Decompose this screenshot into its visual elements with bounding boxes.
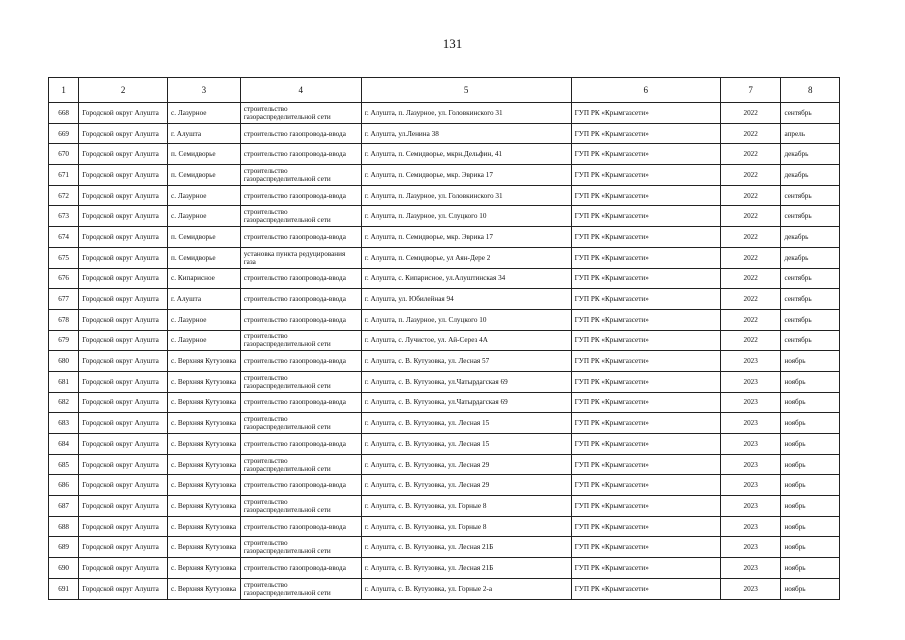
column-header: 1 xyxy=(49,78,79,103)
work-type-cell: строительство газопровода-ввода xyxy=(240,309,361,330)
organization-cell: ГУП РК «Крымгазсети» xyxy=(571,351,720,372)
row-number-cell: 685 xyxy=(49,454,79,475)
month-cell: ноябрь xyxy=(781,454,840,475)
work-type-cell: строительство газопровода-ввода xyxy=(240,227,361,248)
month-cell: ноябрь xyxy=(781,578,840,599)
settlement-cell: г. Алушта xyxy=(168,123,241,144)
work-type-cell: строительство газопровода-ввода xyxy=(240,392,361,413)
address-cell: г. Алушта, п. Лазурное, ул. Головкинского 31 xyxy=(361,185,571,206)
table-row xyxy=(49,558,840,579)
column-header: 8 xyxy=(781,78,840,103)
month-cell: ноябрь xyxy=(781,475,840,496)
row-number-cell: 688 xyxy=(49,516,79,537)
row-number-cell: 669 xyxy=(49,123,79,144)
organization-cell: ГУП РК «Крымгазсети» xyxy=(571,289,720,310)
table-row xyxy=(49,516,840,537)
row-number-cell: 676 xyxy=(49,268,79,289)
year-cell: 2022 xyxy=(720,123,781,144)
row-number-cell: 675 xyxy=(49,247,79,268)
work-type-cell: строительство газораспределительной сети xyxy=(240,103,361,124)
work-type-cell: строительство газораспределительной сети xyxy=(240,371,361,392)
month-cell: сентябрь xyxy=(781,206,840,227)
work-type-cell: строительство газораспределительной сети xyxy=(240,537,361,558)
table-row xyxy=(49,227,840,248)
settlement-cell: с. Верхняя Кутузовка xyxy=(168,371,241,392)
row-number-cell: 681 xyxy=(49,371,79,392)
address-cell: г. Алушта, п. Семидворье, мкр. Эврика 17 xyxy=(361,165,571,186)
work-type-cell: строительство газопровода-ввода xyxy=(240,289,361,310)
row-number-cell: 671 xyxy=(49,165,79,186)
organization-cell: ГУП РК «Крымгазсети» xyxy=(571,330,720,351)
district-cell: Городской округ Алушта xyxy=(79,454,168,475)
settlement-cell: с. Верхняя Кутузовка xyxy=(168,475,241,496)
work-type-cell: строительство газопровода-ввода xyxy=(240,434,361,455)
organization-cell: ГУП РК «Крымгазсети» xyxy=(571,268,720,289)
row-number-cell: 673 xyxy=(49,206,79,227)
organization-cell: ГУП РК «Крымгазсети» xyxy=(571,144,720,165)
month-cell: сентябрь xyxy=(781,309,840,330)
organization-cell: ГУП РК «Крымгазсети» xyxy=(571,206,720,227)
month-cell: ноябрь xyxy=(781,413,840,434)
table-row xyxy=(49,247,840,268)
work-type-cell: строительство газораспределительной сети xyxy=(240,496,361,517)
organization-cell: ГУП РК «Крымгазсети» xyxy=(571,371,720,392)
settlement-cell: с. Лазурное xyxy=(168,206,241,227)
gas-works-table xyxy=(48,77,840,600)
address-cell: г. Алушта, п. Семидворье, мкрн.Дельфин, 41 xyxy=(361,144,571,165)
district-cell: Городской округ Алушта xyxy=(79,496,168,517)
work-type-cell: строительство газопровода-ввода xyxy=(240,123,361,144)
organization-cell: ГУП РК «Крымгазсети» xyxy=(571,434,720,455)
column-header: 6 xyxy=(571,78,720,103)
year-cell: 2023 xyxy=(720,434,781,455)
year-cell: 2022 xyxy=(720,330,781,351)
row-number-cell: 689 xyxy=(49,537,79,558)
table-row xyxy=(49,475,840,496)
row-number-cell: 690 xyxy=(49,558,79,579)
table-row xyxy=(49,413,840,434)
column-header: 5 xyxy=(361,78,571,103)
row-number-cell: 674 xyxy=(49,227,79,248)
table-row xyxy=(49,144,840,165)
year-cell: 2022 xyxy=(720,144,781,165)
column-header: 7 xyxy=(720,78,781,103)
address-cell: г. Алушта, с. В. Кутузовка, ул. Горные 2-а xyxy=(361,578,571,599)
district-cell: Городской округ Алушта xyxy=(79,206,168,227)
address-cell: г. Алушта, п. Лазурное, ул. Слуцкого 10 xyxy=(361,309,571,330)
settlement-cell: с. Лазурное xyxy=(168,330,241,351)
month-cell: ноябрь xyxy=(781,537,840,558)
year-cell: 2022 xyxy=(720,309,781,330)
organization-cell: ГУП РК «Крымгазсети» xyxy=(571,496,720,517)
address-cell: г. Алушта, с. Лучистое, ул. Ай-Серез 4А xyxy=(361,330,571,351)
year-cell: 2022 xyxy=(720,247,781,268)
address-cell: г. Алушта, с. В. Кутузовка, ул. Горные 8 xyxy=(361,516,571,537)
address-cell: г. Алушта, с. В. Кутузовка, ул. Лесная 15 xyxy=(361,434,571,455)
work-type-cell: установка пункта редуцирования газа xyxy=(240,247,361,268)
district-cell: Городской округ Алушта xyxy=(79,371,168,392)
settlement-cell: с. Лазурное xyxy=(168,185,241,206)
table-row xyxy=(49,206,840,227)
table-row xyxy=(49,578,840,599)
organization-cell: ГУП РК «Крымгазсети» xyxy=(571,103,720,124)
address-cell: г. Алушта, с. В. Кутузовка, ул. Горные 8 xyxy=(361,496,571,517)
settlement-cell: г. Алушта xyxy=(168,289,241,310)
row-number-cell: 677 xyxy=(49,289,79,310)
table-row xyxy=(49,454,840,475)
organization-cell: ГУП РК «Крымгазсети» xyxy=(571,454,720,475)
organization-cell: ГУП РК «Крымгазсети» xyxy=(571,392,720,413)
organization-cell: ГУП РК «Крымгазсети» xyxy=(571,247,720,268)
table-row xyxy=(49,103,840,124)
table-row xyxy=(49,165,840,186)
year-cell: 2022 xyxy=(720,206,781,227)
month-cell: апрель xyxy=(781,123,840,144)
settlement-cell: с. Верхняя Кутузовка xyxy=(168,351,241,372)
table-row xyxy=(49,371,840,392)
address-cell: г. Алушта, п. Лазурное, ул. Головкинского 31 xyxy=(361,103,571,124)
table-row xyxy=(49,268,840,289)
header-row xyxy=(49,78,840,103)
year-cell: 2023 xyxy=(720,392,781,413)
work-type-cell: строительство газораспределительной сети xyxy=(240,413,361,434)
table-body xyxy=(49,103,840,600)
year-cell: 2022 xyxy=(720,103,781,124)
settlement-cell: с. Кипарисное xyxy=(168,268,241,289)
work-type-cell: строительство газопровода-ввода xyxy=(240,516,361,537)
month-cell: декабрь xyxy=(781,227,840,248)
organization-cell: ГУП РК «Крымгазсети» xyxy=(571,516,720,537)
work-type-cell: строительство газопровода-ввода xyxy=(240,268,361,289)
year-cell: 2022 xyxy=(720,227,781,248)
organization-cell: ГУП РК «Крымгазсети» xyxy=(571,537,720,558)
work-type-cell: строительство газораспределительной сети xyxy=(240,330,361,351)
settlement-cell: с. Верхняя Кутузовка xyxy=(168,392,241,413)
organization-cell: ГУП РК «Крымгазсети» xyxy=(571,165,720,186)
district-cell: Городской округ Алушта xyxy=(79,330,168,351)
settlement-cell: с. Лазурное xyxy=(168,309,241,330)
address-cell: г. Алушта, с. В. Кутузовка, ул. Лесная 29 xyxy=(361,475,571,496)
month-cell: сентябрь xyxy=(781,185,840,206)
settlement-cell: п. Семидворье xyxy=(168,227,241,248)
year-cell: 2023 xyxy=(720,454,781,475)
district-cell: Городской округ Алушта xyxy=(79,185,168,206)
month-cell: сентябрь xyxy=(781,289,840,310)
settlement-cell: с. Верхняя Кутузовка xyxy=(168,578,241,599)
district-cell: Городской округ Алушта xyxy=(79,392,168,413)
row-number-cell: 682 xyxy=(49,392,79,413)
month-cell: сентябрь xyxy=(781,268,840,289)
district-cell: Городской округ Алушта xyxy=(79,227,168,248)
address-cell: г. Алушта, с. Кипарисное, ул.Алуштинская 34 xyxy=(361,268,571,289)
month-cell: ноябрь xyxy=(781,558,840,579)
district-cell: Городской округ Алушта xyxy=(79,144,168,165)
year-cell: 2022 xyxy=(720,165,781,186)
month-cell: сентябрь xyxy=(781,330,840,351)
settlement-cell: с. Верхняя Кутузовка xyxy=(168,413,241,434)
row-number-cell: 668 xyxy=(49,103,79,124)
year-cell: 2023 xyxy=(720,516,781,537)
settlement-cell: с. Верхняя Кутузовка xyxy=(168,434,241,455)
work-type-cell: строительство газораспределительной сети xyxy=(240,206,361,227)
settlement-cell: с. Верхняя Кутузовка xyxy=(168,454,241,475)
year-cell: 2022 xyxy=(720,289,781,310)
address-cell: г. Алушта, п. Семидворье, мкр. Эврика 17 xyxy=(361,227,571,248)
table-row xyxy=(49,330,840,351)
address-cell: г. Алушта, с. В. Кутузовка, ул. Лесная 21Б xyxy=(361,537,571,558)
district-cell: Городской округ Алушта xyxy=(79,351,168,372)
district-cell: Городской округ Алушта xyxy=(79,516,168,537)
month-cell: ноябрь xyxy=(781,351,840,372)
district-cell: Городской округ Алушта xyxy=(79,289,168,310)
month-cell: сентябрь xyxy=(781,103,840,124)
settlement-cell: п. Семидворье xyxy=(168,247,241,268)
district-cell: Городской округ Алушта xyxy=(79,247,168,268)
address-cell: г. Алушта, с. В. Кутузовка, ул. Лесная 15 xyxy=(361,413,571,434)
month-cell: ноябрь xyxy=(781,392,840,413)
table-row xyxy=(49,537,840,558)
address-cell: г. Алушта, с. В. Кутузовка, ул. Лесная 57 xyxy=(361,351,571,372)
row-number-cell: 670 xyxy=(49,144,79,165)
month-cell: декабрь xyxy=(781,165,840,186)
work-type-cell: строительство газораспределительной сети xyxy=(240,454,361,475)
settlement-cell: п. Семидворье xyxy=(168,144,241,165)
row-number-cell: 672 xyxy=(49,185,79,206)
work-type-cell: строительство газопровода-ввода xyxy=(240,558,361,579)
row-number-cell: 687 xyxy=(49,496,79,517)
district-cell: Городской округ Алушта xyxy=(79,309,168,330)
organization-cell: ГУП РК «Крымгазсети» xyxy=(571,185,720,206)
settlement-cell: с. Верхняя Кутузовка xyxy=(168,558,241,579)
row-number-cell: 686 xyxy=(49,475,79,496)
district-cell: Городской округ Алушта xyxy=(79,578,168,599)
address-cell: г. Алушта, с. В. Кутузовка, ул.Чатырдагская 69 xyxy=(361,371,571,392)
address-cell: г. Алушта, с. В. Кутузовка, ул.Чатырдагская 69 xyxy=(361,392,571,413)
table-row xyxy=(49,496,840,517)
month-cell: ноябрь xyxy=(781,496,840,517)
month-cell: ноябрь xyxy=(781,434,840,455)
district-cell: Городской округ Алушта xyxy=(79,165,168,186)
year-cell: 2023 xyxy=(720,496,781,517)
organization-cell: ГУП РК «Крымгазсети» xyxy=(571,578,720,599)
work-type-cell: строительство газораспределительной сети xyxy=(240,165,361,186)
address-cell: г. Алушта, ул.Ленина 38 xyxy=(361,123,571,144)
district-cell: Городской округ Алушта xyxy=(79,558,168,579)
table-row xyxy=(49,185,840,206)
column-header: 4 xyxy=(240,78,361,103)
address-cell: г. Алушта, ул. Юбилейная 94 xyxy=(361,289,571,310)
address-cell: г. Алушта, п. Семидворье, ул Аян-Дере 2 xyxy=(361,247,571,268)
address-cell: г. Алушта, п. Лазурное, ул. Слуцкого 10 xyxy=(361,206,571,227)
district-cell: Городской округ Алушта xyxy=(79,537,168,558)
table-row xyxy=(49,351,840,372)
month-cell: декабрь xyxy=(781,247,840,268)
address-cell: г. Алушта, с. В. Кутузовка, ул. Лесная 21Б xyxy=(361,558,571,579)
page-number: 131 xyxy=(442,36,463,51)
month-cell: ноябрь xyxy=(781,371,840,392)
table-row xyxy=(49,123,840,144)
year-cell: 2023 xyxy=(720,558,781,579)
settlement-cell: с. Верхняя Кутузовка xyxy=(168,496,241,517)
year-cell: 2022 xyxy=(720,185,781,206)
table-row xyxy=(49,309,840,330)
district-cell: Городской округ Алушта xyxy=(79,268,168,289)
month-cell: ноябрь xyxy=(781,516,840,537)
organization-cell: ГУП РК «Крымгазсети» xyxy=(571,309,720,330)
organization-cell: ГУП РК «Крымгазсети» xyxy=(571,123,720,144)
district-cell: Городской округ Алушта xyxy=(79,475,168,496)
row-number-cell: 691 xyxy=(49,578,79,599)
district-cell: Городской округ Алушта xyxy=(79,103,168,124)
work-type-cell: строительство газораспределительной сети xyxy=(240,578,361,599)
year-cell: 2022 xyxy=(720,268,781,289)
table-row xyxy=(49,289,840,310)
organization-cell: ГУП РК «Крымгазсети» xyxy=(571,558,720,579)
work-type-cell: строительство газопровода-ввода xyxy=(240,144,361,165)
settlement-cell: с. Лазурное xyxy=(168,103,241,124)
settlement-cell: с. Верхняя Кутузовка xyxy=(168,537,241,558)
month-cell: декабрь xyxy=(781,144,840,165)
year-cell: 2023 xyxy=(720,351,781,372)
year-cell: 2023 xyxy=(720,475,781,496)
district-cell: Городской округ Алушта xyxy=(79,413,168,434)
work-type-cell: строительство газопровода-ввода xyxy=(240,185,361,206)
settlement-cell: с. Верхняя Кутузовка xyxy=(168,516,241,537)
year-cell: 2023 xyxy=(720,371,781,392)
column-header: 3 xyxy=(168,78,241,103)
organization-cell: ГУП РК «Крымгазсети» xyxy=(571,413,720,434)
row-number-cell: 683 xyxy=(49,413,79,434)
row-number-cell: 680 xyxy=(49,351,79,372)
work-type-cell: строительство газопровода-ввода xyxy=(240,351,361,372)
settlement-cell: п. Семидворье xyxy=(168,165,241,186)
work-type-cell: строительство газопровода-ввода xyxy=(240,475,361,496)
district-cell: Городской округ Алушта xyxy=(79,434,168,455)
row-number-cell: 684 xyxy=(49,434,79,455)
table-row xyxy=(49,434,840,455)
organization-cell: ГУП РК «Крымгазсети» xyxy=(571,227,720,248)
address-cell: г. Алушта, с. В. Кутузовка, ул. Лесная 29 xyxy=(361,454,571,475)
row-number-cell: 678 xyxy=(49,309,79,330)
year-cell: 2023 xyxy=(720,578,781,599)
district-cell: Городской округ Алушта xyxy=(79,123,168,144)
column-header: 2 xyxy=(79,78,168,103)
year-cell: 2023 xyxy=(720,537,781,558)
year-cell: 2023 xyxy=(720,413,781,434)
organization-cell: ГУП РК «Крымгазсети» xyxy=(571,475,720,496)
table-row xyxy=(49,392,840,413)
row-number-cell: 679 xyxy=(49,330,79,351)
